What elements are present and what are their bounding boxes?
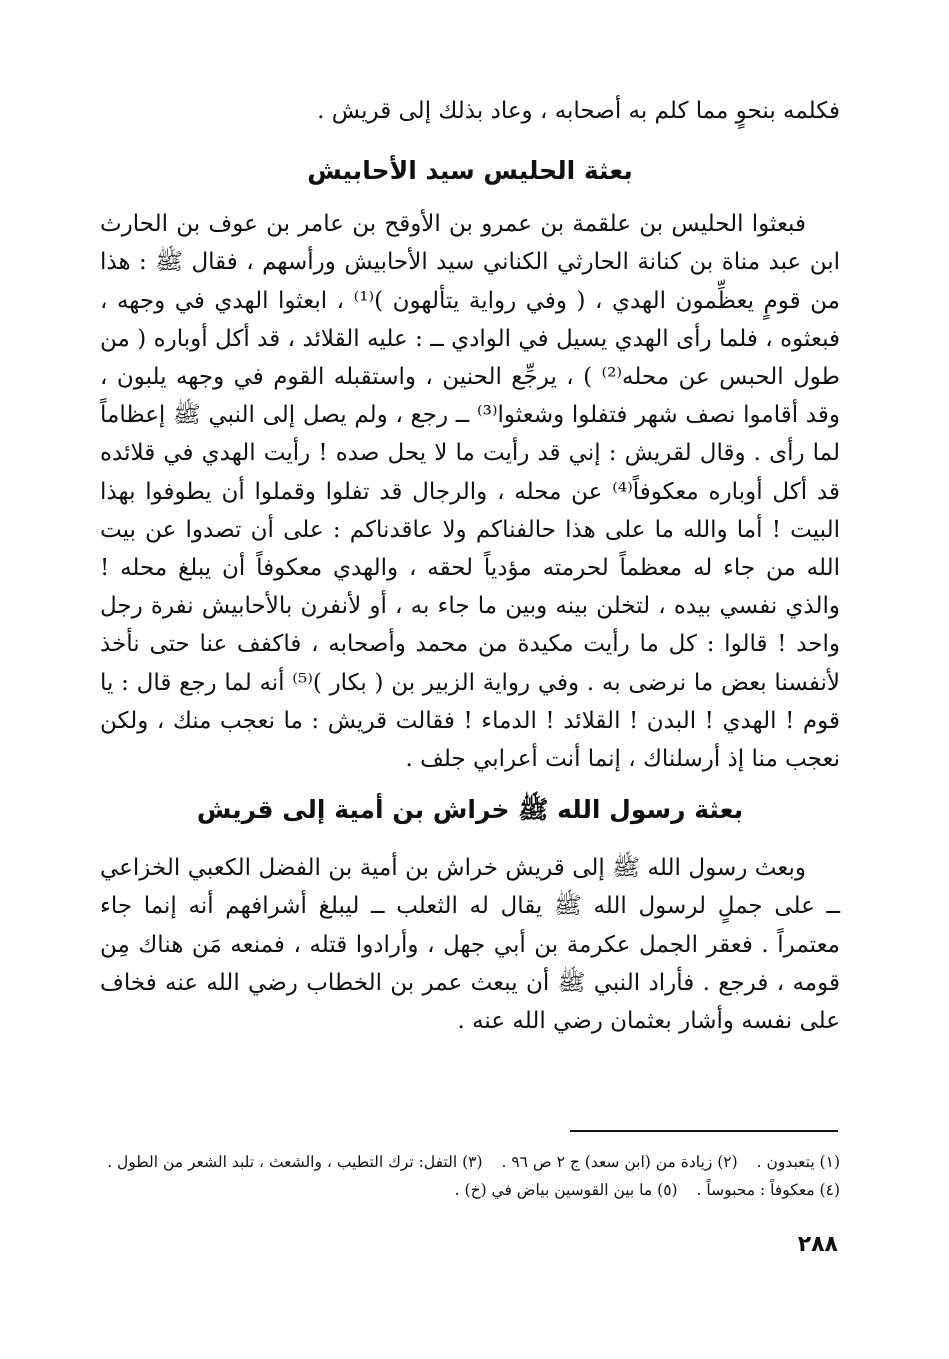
section-heading-khirash: بعثة رسول الله ﷺ خراش بن أمية إلى قريش — [196, 795, 744, 825]
footnote-5: (٥) ما بين القوسين بياض في (خ) . — [454, 1181, 678, 1199]
footnote-divider — [570, 1130, 838, 1132]
footnote-4: (٤) معكوفاً : محبوساً . — [696, 1181, 840, 1199]
section-paragraph-halis: فبعثوا الحليس بن علقمة بن عمرو بن الأوقح بن عامر بن عوف بن الحارث ابن عبد مناة بن كنانة الحارثي الكناني سيد الأحابيش ورأسهم ، فقال ﷺ : هذا من قومٍ يعظِّمون الهدي ، ( وفي رواية يتألهون )⁽¹⁾ ، ابعثوا الهدي في وجهه ، فبعثوه ، فلما رأى الهدي يسيل في الوادي ــ : عليه القلائد ، قد أكل أوباره ( من طول الحبس عن محله⁽²⁾ ) ، يرجِّع الحنين ، واستقبله القوم في وجهه يلبون ، وقد أقاموا نصف شهر فتفلوا وشعثوا⁽³⁾ ــ رجع ، ولم يصل إلى النبي ﷺ إعظاماً لما رأى . وقال لقريش : إني قد رأيت ما لا يحل صده ! رأيت الهدي في قلائده قد أكل أوباره معكوفاً⁽⁴⁾ عن محله ، والرجال قد تفلوا وقملوا أن يطوفوا بهذا البيت ! أما والله ما على هذا حالفناكم ولا عاقدناكم : على أن تصدوا عن بيت الله من جاء له معظماً لحرمته مؤدياً لحقه ، والهدي معكوفاً أن يبلغ محله ! والذي نفسي بيده ، لتخلن بينه وبين ما جاء به ، أو لأنفرن بالأحابيش نفرة رجل واحد ! قالوا : كل ما رأيت مكيدة من محمد وأصحابه ، فاكفف عنا حتى نأخذ لأنفسنا بعض ما نرضى به . وفي رواية الزبير بن ( بكار )⁽⁵⁾ أنه لما رجع قال : يا قوم ! الهدي ! البدن ! القلائد ! الدماء ! فقالت قريش : ما نعجب منك ، ولكن نعجب منا إذ أرسلناك ، إنما أنت أعرابي جلف . — [100, 211, 840, 773]
opening-paragraph: فكلمه بنحوٍ مما كلم به أصحابه ، وعاد بذلك إلى قريش . — [317, 98, 840, 124]
section-heading-halis: بعثة الحليس سيد الأحابيش — [307, 156, 633, 186]
section-paragraph-khirash: وبعث رسول الله ﷺ إلى قريش خراش بن أمية بن الفضل الكعبي الخزاعي ــ على جملٍ لرسول الله ﷺ يقال له الثعلب ــ ليبلغ أشرافهم أنه إنما جاء معتمراً . فعقر الجمل عكرمة بن أبي جهل ، وأرادوا قتله ، فمنعه مَن هناك مِن قومه ، فرجع . فأراد النبي ﷺ أن يبعث عمر بن الخطاب رضي الله عنه فخاف على نفسه وأشار بعثمان رضي الله عنه . — [100, 855, 840, 1035]
footnote-3: (٣) التفل: ترك التطيب ، والشعث ، تلبد الشعر من الطول . — [107, 1153, 483, 1171]
footnotes — [100, 1148, 840, 1204]
footnote-line-1 — [100, 1148, 840, 1176]
footnote-line-2 — [100, 1176, 840, 1204]
footnote-1: (١) يتعبدون . — [756, 1153, 840, 1171]
page-number: ٢٨٨ — [797, 1232, 838, 1257]
page-body — [100, 92, 840, 1040]
footnote-2: (٢) زيادة من (ابن سعد) ج ٢ ص ٩٦ . — [501, 1153, 738, 1171]
